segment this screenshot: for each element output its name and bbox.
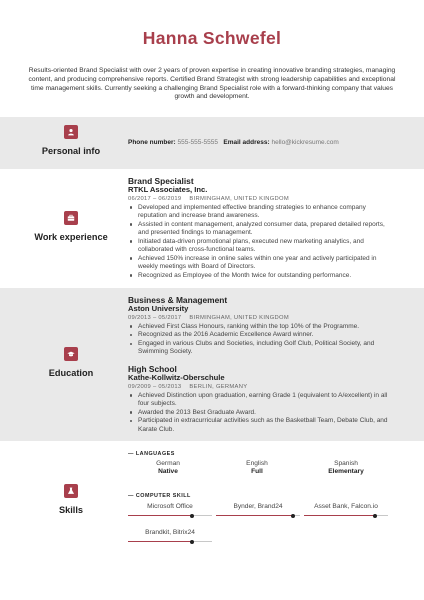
- skill-name: Bynder, Brand24: [233, 503, 283, 510]
- list-item: Initiated data-driven promotional plans, executed new marketing analytics, and collaborated with cross-functional teams.: [128, 238, 390, 254]
- list-item: Participated in extracurricular activities such as the Basketball Team, Debate Club, and Karate Club.: [128, 417, 390, 433]
- education-entry: [128, 296, 390, 357]
- skill-bar: [128, 515, 212, 516]
- list-item: Achieved Distinction upon graduation, earning Grade 1 (equivalent to A/excellent) in all four subjects.: [128, 392, 390, 408]
- section-label-skills: Skills: [58, 505, 83, 515]
- list-item: Recognized as the 2016 Academic Excellence Award winner.: [128, 331, 390, 339]
- job-title: Brand Specialist: [128, 176, 194, 186]
- job-entry: [128, 177, 390, 280]
- language-item: [302, 460, 390, 476]
- language-level: Native: [158, 468, 178, 475]
- list-item: Awarded the 2013 Best Graduate Award.: [128, 409, 390, 417]
- language-name: German: [156, 460, 180, 467]
- list-item: Achieved First Class Honours, ranking within the top 10% of the Programme.: [128, 323, 390, 331]
- skill-name: Microsoft Office: [147, 503, 193, 510]
- education-bullets: [128, 323, 390, 357]
- section-label-education: Education: [48, 368, 94, 378]
- skill-item: [304, 503, 388, 516]
- graduation-cap-icon: [64, 347, 78, 361]
- education-dates: 09/2013 – 05/2017: [128, 315, 182, 321]
- school-name: Aston University: [128, 304, 189, 314]
- skill-name: Brandkit, Bitrix24: [145, 529, 195, 536]
- education-entry: [128, 365, 390, 434]
- job-company: RTKL Associates, Inc.: [128, 185, 208, 195]
- skill-item: [216, 503, 300, 516]
- flask-icon: [64, 484, 78, 498]
- phone-value: 555-555-5555: [177, 139, 218, 146]
- language-item: [124, 460, 212, 476]
- skill-bar: [216, 515, 300, 516]
- briefcase-icon: [64, 211, 78, 225]
- skill-bar: [304, 515, 388, 516]
- phone-label: Phone number:: [128, 139, 176, 146]
- email-label: Email address:: [223, 139, 270, 146]
- education-bullets: [128, 392, 390, 434]
- education-meta: [128, 383, 390, 392]
- language-name: English: [246, 460, 268, 467]
- school-name: Kathe-Kollwitz-Oberschule: [128, 373, 225, 383]
- section-label-personal: Personal info: [41, 146, 101, 156]
- skill-item: [128, 503, 212, 516]
- skill-bar: [128, 541, 212, 542]
- skill-item: [128, 529, 212, 542]
- list-item: Engaged in various Clubs and Societies, including Golf Club, Political Society, and Swimming Society.: [128, 340, 390, 356]
- computer-skill-heading: — COMPUTER SKILL: [128, 493, 191, 499]
- job-dates: 06/2017 – 06/2019: [128, 196, 182, 202]
- contact-line: [128, 139, 390, 146]
- email-value: hello@kickresume.com: [271, 139, 339, 146]
- language-name: Spanish: [334, 460, 358, 467]
- list-item: Achieved 150% increase in online sales within one year and actively participated in weekly meetings with Board of Directors.: [128, 255, 390, 271]
- education-location: BIRMINGHAM, UNITED KINGDOM: [189, 315, 289, 321]
- education-dates: 09/2009 – 05/2013: [128, 384, 182, 390]
- degree-title: High School: [128, 364, 177, 374]
- language-item: [213, 460, 301, 476]
- skill-name: Asset Bank, Falcon.io: [314, 503, 378, 510]
- language-level: Elementary: [328, 468, 364, 475]
- list-item: Developed and implemented effective branding strategies to enhance company reputation and increase brand awareness.: [128, 204, 390, 220]
- language-level: Full: [251, 468, 263, 475]
- resume-summary: Results-oriented Brand Specialist with over 2 years of proven expertise in creating innovative branding strategies, managing content, and producing comprehensive reports. Certified Brand Strategist with strong leadership capabilities and exceptional time management skills. Currently seeking a challenging Brand Specialist role with a forward-thinking company that values growth and development.: [28, 67, 396, 101]
- education-location: BERLIN, GERMANY: [189, 384, 248, 390]
- list-item: Recognized as Employee of the Month twice for outstanding performance.: [128, 272, 390, 280]
- job-meta: [128, 195, 390, 204]
- degree-title: Business & Management: [128, 295, 228, 305]
- job-location: BIRMINGHAM, UNITED KINGDOM: [189, 196, 289, 202]
- job-bullets: [128, 204, 390, 280]
- languages-heading: — LANGUAGES: [128, 451, 175, 457]
- list-item: Assisted in content management, analyzed consumer data, prepared detailed reports, and presented findings to management.: [128, 221, 390, 237]
- resume-name: Hanna Schwefel: [142, 28, 282, 48]
- section-label-experience: Work experience: [34, 232, 108, 242]
- education-meta: [128, 314, 390, 323]
- person-icon: [64, 125, 78, 139]
